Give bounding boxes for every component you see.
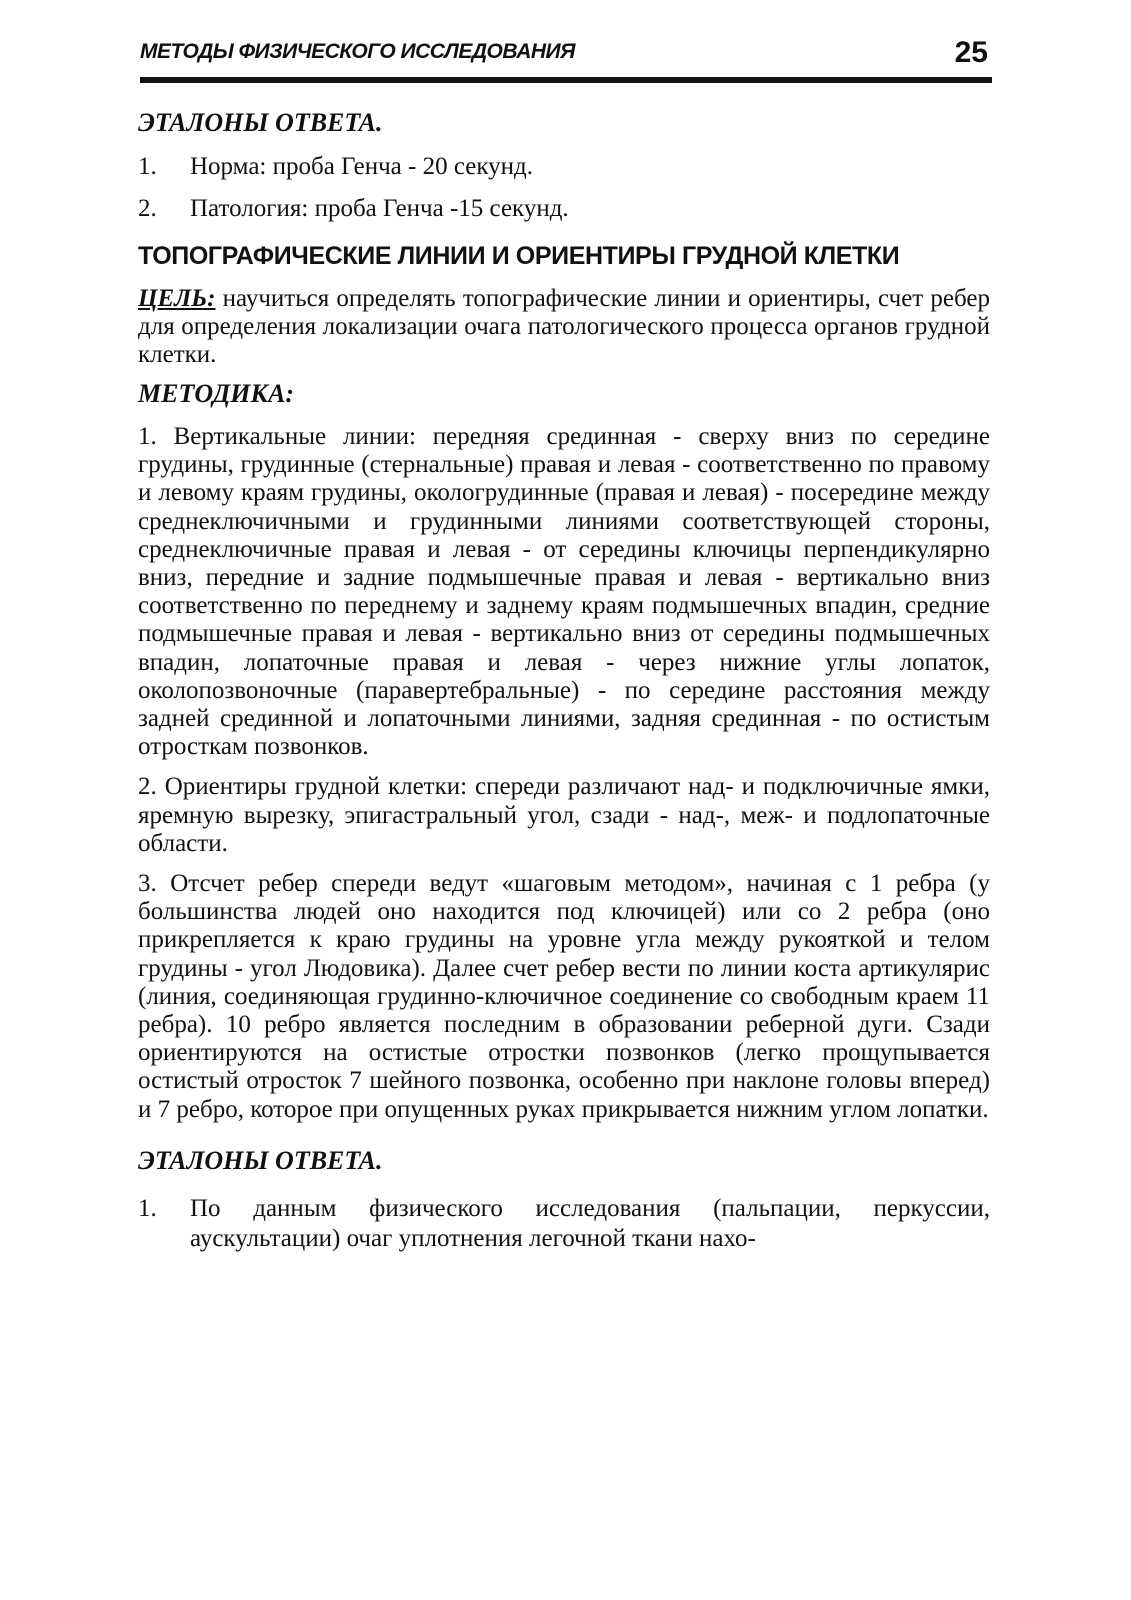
method-paragraph-vertical-lines: 1. Вертикальные линии: передняя срединная - сверху вниз по середине грудины, грудинные (стернальные) правая и левая - соответственно по правому и левому краям грудины, окологрудинные (правая и левая) - посередине между среднеключичными и грудинными линиями соответствующей стороны, среднеключичные правая и левая - от середины ключицы перпендикулярно вниз, передние и задние подмышечные правая и левая - вертикально вниз соответственно по переднему и заднему краям подмышечных впадин, средние подмышечные правая и левая - вертикально вниз от середины подмышечных впадин, лопаточные правая и левая - через нижние углы лопаток, околопозвоночные (паравертебральные) - по середине расстояния между задней срединной и лопаточными линиями, задняя срединная - по остистым отросткам позвонков. <box>138 423 990 761</box>
page-content <box>138 108 990 1254</box>
list-item <box>138 194 990 224</box>
item-number: 1. <box>138 153 157 180</box>
goal-text: научиться определять топографические линии и ориентиры, счет ребер для определения локализации очага патологического процесса органов грудной клетки. <box>138 285 990 368</box>
header-rule <box>140 77 992 83</box>
list-item <box>138 152 990 182</box>
item-text: Норма: проба Генча - 20 секунд. <box>190 153 533 180</box>
method-paragraph-landmarks: 2. Ориентиры грудной клетки: спереди различают над- и подключичные ямки, яремную вырезку, эпигастральный угол, сзади - над-, меж- и подлопаточные области. <box>138 773 990 857</box>
goal-label: ЦЕЛЬ: <box>138 285 216 312</box>
running-header <box>140 38 992 72</box>
answer-standards-heading: ЭТАЛОНЫ ОТВЕТА. <box>138 108 383 137</box>
topic-title: ТОПОГРАФИЧЕСКИЕ ЛИНИИ И ОРИЕНТИРЫ ГРУДНОЙ КЛЕТКИ <box>138 242 900 270</box>
goal-paragraph <box>138 285 990 369</box>
list-item <box>138 1194 990 1254</box>
item-number: 2. <box>138 195 157 222</box>
page-number: 25 <box>954 36 988 69</box>
answer-standards-list <box>138 152 990 224</box>
item-text: По данным физического исследования (пальпации, перкуссии, аускультации) очаг уплотнения легочной ткани нахо- <box>190 1194 990 1252</box>
answer-standards-list-2 <box>138 1194 990 1254</box>
answer-standards-heading-2: ЭТАЛОНЫ ОТВЕТА. <box>138 1145 383 1175</box>
method-paragraph-rib-counting: 3. Отсчет ребер спереди ведут «шаговым методом», начиная с 1 ребра (у большинства людей оно находится под ключицей) или со 2 ребра (оно прикрепляется к краю грудины на уровне угла между рукояткой и телом грудины - угол Людовика). Далее счет ребер вести по линии коста артикулярис (линия, соединяющая грудинно-ключичное соединение со свободным краем 11 ребра). 10 ребро является последним в образовании реберной дуги. Сзади ориентируются на остистые отростки позвонков (легко прощупывается остистый отросток 7 шейного позвонка, особенно при наклоне головы вперед) и 7 ребро, которое при опущенных руках прикрывается нижним углом лопатки. <box>138 870 990 1123</box>
item-text: Патология: проба Генча -15 секунд. <box>190 195 569 222</box>
item-number: 1. <box>138 1194 157 1222</box>
method-heading: МЕТОДИКА: <box>138 379 295 408</box>
running-title: МЕТОДЫ ФИЗИЧЕСКОГО ИССЛЕДОВАНИЯ <box>140 40 575 63</box>
